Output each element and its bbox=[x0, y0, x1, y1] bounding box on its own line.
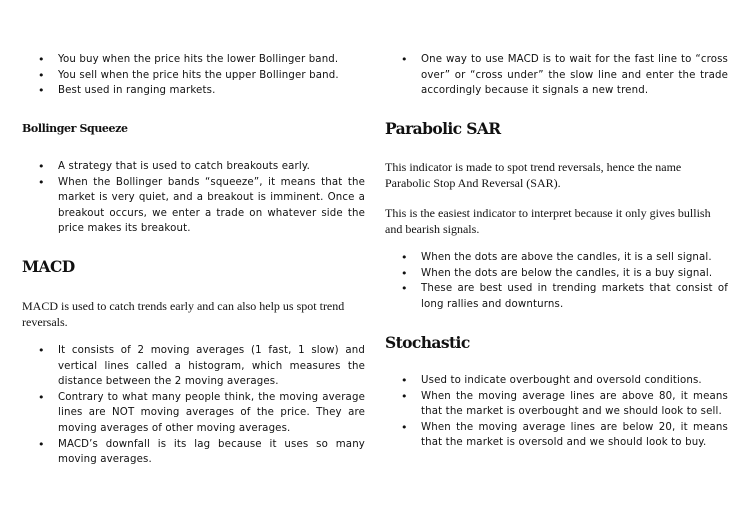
parabolic-sar-heading: Parabolic SAR bbox=[385, 119, 501, 138]
list-item: • MACD’s downfall is its lag because it uses so many moving averages. bbox=[22, 437, 365, 468]
stochastic-list bbox=[385, 373, 728, 451]
stochastic-heading: Stochastic bbox=[385, 333, 470, 352]
parabolic-sar-list bbox=[385, 250, 728, 312]
macd-paragraph: MACD is used to catch trends early and can also help us spot trend reversals. bbox=[22, 299, 345, 329]
list-item: • You sell when the price hits the upper Bollinger band. bbox=[22, 68, 365, 84]
list-item: • When the dots are below the candles, it is a buy signal. bbox=[385, 266, 728, 282]
macd-usage-list bbox=[385, 52, 728, 99]
sar-paragraph-1: This indicator is made to spot trend reversals, hence the name Parabolic Stop And Reversal (SAR). bbox=[385, 160, 682, 190]
list-item: • It consists of 2 moving averages (1 fast, 1 slow) and vertical lines called a histogram, which measures the distance between the 2 moving averages. bbox=[22, 343, 365, 390]
list-item: • When the moving average lines are above 80, it means that the market is overbought and we should look to sell. bbox=[385, 389, 728, 420]
list-item: • A strategy that is used to catch breakouts early. bbox=[22, 159, 365, 175]
bollinger-bands-list bbox=[22, 52, 365, 99]
list-item: • Best used in ranging markets. bbox=[22, 83, 365, 99]
list-item: • One way to use MACD is to wait for the fast line to “cross over” or “cross under” the slow line and enter the trade accordingly because it signals a new trend. bbox=[385, 52, 728, 99]
list-item: • When the moving average lines are below 20, it means that the market is oversold and we should look to buy. bbox=[385, 420, 728, 451]
macd-list bbox=[22, 343, 365, 468]
list-item: • When the Bollinger bands “squeeze”, it means that the market is very quiet, and a breakout is imminent. Once a breakout occurs, we enter a trade on whatever side the price makes its breakout. bbox=[22, 175, 365, 237]
list-item: • When the dots are above the candles, it is a sell signal. bbox=[385, 250, 728, 266]
list-item: • You buy when the price hits the lower Bollinger band. bbox=[22, 52, 365, 68]
macd-heading: MACD bbox=[22, 257, 75, 276]
list-item: • Contrary to what many people think, the moving average lines are NOT moving averages of the price. They are moving averages of other moving averages. bbox=[22, 390, 365, 437]
list-item: • Used to indicate overbought and oversold conditions. bbox=[385, 373, 728, 389]
sar-paragraph-2: This is the easiest indicator to interpret because it only gives bullish and bearish signals. bbox=[385, 206, 711, 236]
list-item: • These are best used in trending markets that consist of long rallies and downturns. bbox=[385, 281, 728, 312]
bollinger-squeeze-list bbox=[22, 159, 365, 237]
bollinger-squeeze-heading: Bollinger Squeeze bbox=[22, 122, 128, 135]
